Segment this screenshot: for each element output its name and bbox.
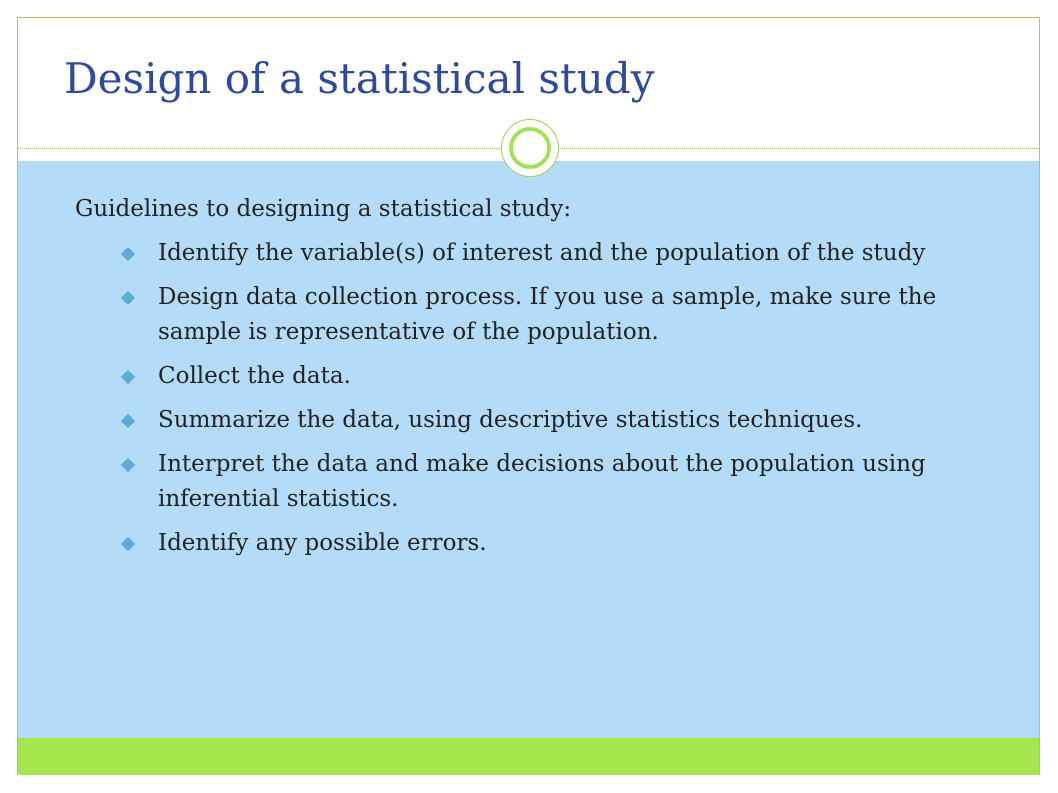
footer-bar: [18, 738, 1039, 775]
diamond-bullet-icon: [121, 291, 135, 305]
intro-text: Guidelines to designing a statistical study:: [75, 196, 572, 222]
diamond-bullet-icon: [121, 370, 135, 384]
bullet-text: Design data collection process. If you use a sample, make sure the sample is representative of the population.: [158, 284, 937, 345]
list-item: [120, 447, 1010, 517]
diamond-bullet-icon: [121, 458, 135, 472]
bullet-text: Summarize the data, using descriptive statistics techniques.: [158, 407, 863, 433]
bullet-text: Identify the variable(s) of interest and the population of the study: [158, 240, 926, 266]
bullet-text: Identify any possible errors.: [158, 530, 487, 556]
bullet-text: Interpret the data and make decisions about the population using inferential statistics.: [158, 451, 926, 512]
slide-title: Design of a statistical study: [64, 54, 655, 103]
circle-ornament-icon: [501, 119, 559, 177]
diamond-bullet-icon: [121, 537, 135, 551]
list-item: [120, 526, 1010, 561]
diamond-bullet-icon: [121, 247, 135, 261]
list-item: [120, 359, 1010, 394]
list-item: [120, 280, 1010, 350]
diamond-bullet-icon: [121, 414, 135, 428]
list-item: [120, 236, 1010, 271]
bullet-text: Collect the data.: [158, 363, 351, 389]
list-item: [120, 403, 1010, 438]
circle-ornament-inner: [509, 127, 551, 169]
bullet-list: [120, 236, 1010, 570]
